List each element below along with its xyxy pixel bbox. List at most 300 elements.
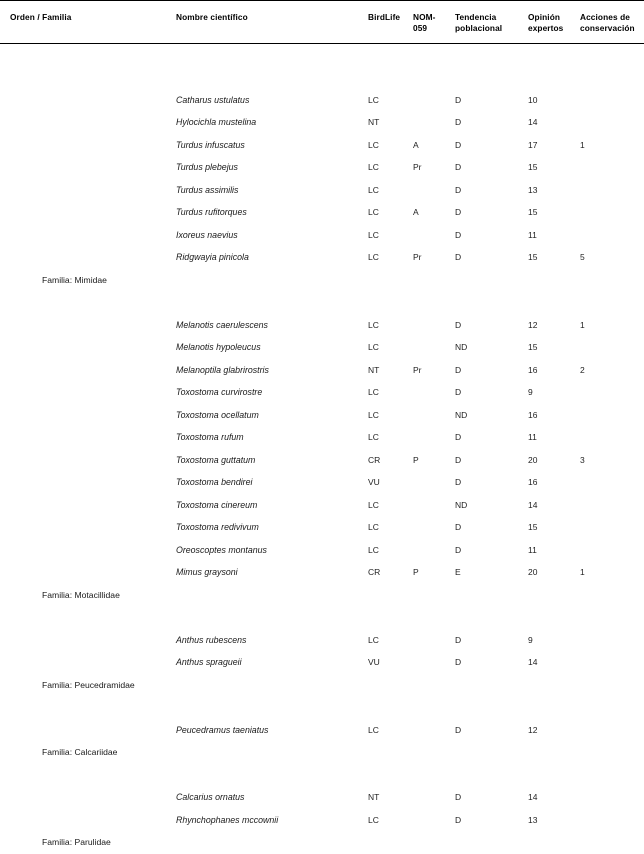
scientific-name: Ridgwayia pinicola bbox=[176, 252, 249, 262]
expert-opinion-cell bbox=[528, 426, 580, 449]
population-trend-value: D bbox=[455, 117, 462, 127]
header-bottom-spacer bbox=[0, 34, 644, 44]
table-row bbox=[0, 449, 644, 472]
orden-familia-cell bbox=[0, 786, 168, 809]
nom059-status-cell bbox=[413, 201, 455, 224]
population-trend-value: ND bbox=[455, 409, 468, 420]
table-row bbox=[0, 786, 644, 809]
scientific-name-cell bbox=[168, 89, 368, 112]
scientific-name-cell bbox=[168, 314, 368, 337]
header-top-spacer bbox=[0, 1, 644, 12]
column-header-tendencia-line1: Tendencia bbox=[455, 12, 497, 22]
expert-opinion-value: 14 bbox=[528, 792, 538, 802]
family-label: Familia: Calcariidae bbox=[42, 747, 118, 757]
orden-familia-cell bbox=[0, 89, 168, 112]
scientific-name: Anthus rubescens bbox=[176, 634, 247, 645]
scientific-name: Melanoptila glabrirostris bbox=[176, 364, 269, 375]
population-trend-cell bbox=[455, 404, 528, 427]
orden-familia-cell bbox=[0, 809, 168, 832]
birdlife-status-cell bbox=[368, 494, 413, 517]
orden-familia-cell bbox=[0, 336, 168, 359]
population-trend-value: D bbox=[455, 792, 462, 802]
scientific-name: Toxostoma rufum bbox=[176, 432, 244, 442]
expert-opinion-value: 16 bbox=[528, 477, 538, 487]
expert-opinion-cell bbox=[528, 179, 580, 202]
empty-cell bbox=[528, 584, 580, 607]
birdlife-status-cell bbox=[368, 561, 413, 584]
expert-opinion-cell bbox=[528, 719, 580, 742]
expert-opinion-cell bbox=[528, 494, 580, 517]
table-spacer-cell bbox=[0, 66, 644, 89]
expert-opinion-cell bbox=[528, 651, 580, 674]
conservation-actions-cell bbox=[580, 89, 644, 112]
family-label: Familia: Mimidae bbox=[42, 274, 107, 285]
table-row bbox=[0, 809, 644, 832]
expert-opinion-cell bbox=[528, 314, 580, 337]
empty-cell bbox=[455, 674, 528, 697]
population-trend-cell bbox=[455, 629, 528, 652]
conservation-actions-cell bbox=[580, 246, 644, 269]
scientific-name-cell bbox=[168, 134, 368, 157]
population-trend-cell bbox=[455, 471, 528, 494]
population-trend-cell bbox=[455, 809, 528, 832]
scientific-name-cell bbox=[168, 111, 368, 134]
population-trend-cell bbox=[455, 651, 528, 674]
conservation-actions-value: 3 bbox=[580, 454, 585, 465]
orden-familia-cell bbox=[0, 516, 168, 539]
expert-opinion-value: 12 bbox=[528, 319, 538, 330]
scientific-name: Peucedramus taeniatus bbox=[176, 724, 269, 735]
scientific-name: Oreoscoptes montanus bbox=[176, 544, 267, 555]
empty-cell bbox=[168, 741, 368, 764]
nom059-status-cell bbox=[413, 359, 455, 382]
population-trend-value: D bbox=[455, 252, 462, 262]
expert-opinion-cell bbox=[528, 89, 580, 112]
population-trend-cell bbox=[455, 516, 528, 539]
orden-familia-cell bbox=[0, 201, 168, 224]
population-trend-value: D bbox=[455, 229, 462, 240]
expert-opinion-cell bbox=[528, 134, 580, 157]
scientific-name-cell bbox=[168, 336, 368, 359]
population-trend-value: D bbox=[455, 432, 462, 442]
conservation-actions-cell bbox=[580, 471, 644, 494]
conservation-actions-value: 1 bbox=[580, 567, 585, 577]
empty-cell bbox=[580, 269, 644, 292]
table-spacer-cell bbox=[0, 606, 644, 629]
family-group-row bbox=[0, 584, 644, 607]
population-trend-cell bbox=[455, 449, 528, 472]
conservation-actions-cell bbox=[580, 516, 644, 539]
empty-cell bbox=[368, 831, 413, 854]
conservation-actions-cell bbox=[580, 449, 644, 472]
birdlife-status-value: LC bbox=[368, 544, 379, 555]
scientific-name: Ixoreus naevius bbox=[176, 229, 238, 240]
scientific-name-cell bbox=[168, 381, 368, 404]
expert-opinion-value: 16 bbox=[528, 364, 538, 375]
scientific-name: Toxostoma ocellatum bbox=[176, 409, 259, 420]
empty-cell bbox=[580, 674, 644, 697]
scientific-name-cell bbox=[168, 651, 368, 674]
conservation-actions-cell bbox=[580, 561, 644, 584]
family-label: Familia: Parulidae bbox=[42, 837, 111, 847]
family-group-row bbox=[0, 831, 644, 854]
table-spacer-row bbox=[0, 291, 644, 314]
birdlife-status-cell bbox=[368, 224, 413, 247]
expert-opinion-value: 14 bbox=[528, 499, 538, 510]
nom059-status-cell bbox=[413, 89, 455, 112]
birdlife-status-value: LC bbox=[368, 252, 379, 262]
column-header-tendencia-line2: poblacional bbox=[455, 23, 503, 33]
column-header-nombre-cientifico: Nombre científico bbox=[176, 12, 248, 22]
scientific-name-cell bbox=[168, 809, 368, 832]
population-trend-value: E bbox=[455, 567, 461, 577]
expert-opinion-cell bbox=[528, 516, 580, 539]
population-trend-cell bbox=[455, 561, 528, 584]
table-row bbox=[0, 629, 644, 652]
population-trend-value: D bbox=[455, 139, 462, 150]
orden-familia-cell bbox=[0, 449, 168, 472]
expert-opinion-value: 15 bbox=[528, 252, 538, 262]
orden-familia-cell bbox=[0, 561, 168, 584]
nom059-status-cell bbox=[413, 314, 455, 337]
empty-cell bbox=[455, 269, 528, 292]
birdlife-status-cell bbox=[368, 246, 413, 269]
birdlife-status-cell bbox=[368, 539, 413, 562]
table-row bbox=[0, 179, 644, 202]
conservation-actions-cell bbox=[580, 381, 644, 404]
birdlife-status-cell bbox=[368, 381, 413, 404]
expert-opinion-cell bbox=[528, 786, 580, 809]
birdlife-status-value: LC bbox=[368, 409, 379, 420]
birdlife-status-cell bbox=[368, 156, 413, 179]
birdlife-status-value: LC bbox=[368, 139, 379, 150]
scientific-name: Hylocichla mustelina bbox=[176, 117, 257, 127]
empty-cell bbox=[168, 584, 368, 607]
scientific-name-cell bbox=[168, 516, 368, 539]
conservation-actions-cell bbox=[580, 719, 644, 742]
family-label: Familia: Motacillidae bbox=[42, 589, 120, 600]
orden-familia-cell bbox=[0, 179, 168, 202]
scientific-name: Catharus ustulatus bbox=[176, 94, 250, 105]
conservation-actions-value: 1 bbox=[580, 319, 585, 330]
empty-cell bbox=[528, 269, 580, 292]
nom059-status-cell bbox=[413, 629, 455, 652]
population-trend-value: D bbox=[455, 634, 462, 645]
family-label: Familia: Peucedramidae bbox=[42, 679, 135, 690]
birdlife-status-value: LC bbox=[368, 184, 379, 195]
scientific-name: Turdus assimilis bbox=[176, 184, 239, 195]
column-header-acciones-conservacion bbox=[580, 12, 644, 34]
population-trend-value: D bbox=[455, 364, 462, 375]
empty-cell bbox=[580, 584, 644, 607]
population-trend-value: D bbox=[455, 94, 462, 105]
table-row bbox=[0, 516, 644, 539]
nom059-status-cell bbox=[413, 471, 455, 494]
table-spacer-cell bbox=[0, 696, 644, 719]
expert-opinion-value: 12 bbox=[528, 724, 538, 735]
table-row bbox=[0, 224, 644, 247]
birdlife-status-value: LC bbox=[368, 814, 379, 825]
conservation-actions-cell bbox=[580, 111, 644, 134]
scientific-name-cell bbox=[168, 786, 368, 809]
empty-cell bbox=[368, 741, 413, 764]
table-spacer-row bbox=[0, 606, 644, 629]
conservation-actions-cell bbox=[580, 786, 644, 809]
scientific-name-cell bbox=[168, 156, 368, 179]
birdlife-status-cell bbox=[368, 111, 413, 134]
nom059-status-value: A bbox=[413, 207, 419, 217]
orden-familia-cell bbox=[0, 111, 168, 134]
expert-opinion-value: 20 bbox=[528, 454, 538, 465]
population-trend-cell bbox=[455, 539, 528, 562]
conservation-actions-cell bbox=[580, 201, 644, 224]
table-row bbox=[0, 201, 644, 224]
scientific-name-cell bbox=[168, 246, 368, 269]
birdlife-status-value: LC bbox=[368, 162, 379, 172]
scientific-name: Toxostoma redivivum bbox=[176, 522, 259, 532]
birdlife-status-cell bbox=[368, 404, 413, 427]
scientific-name: Toxostoma cinereum bbox=[176, 499, 258, 510]
birdlife-status-cell bbox=[368, 471, 413, 494]
birdlife-status-value: LC bbox=[368, 634, 379, 645]
scientific-name-cell bbox=[168, 449, 368, 472]
population-trend-cell bbox=[455, 336, 528, 359]
family-group-row bbox=[0, 674, 644, 697]
birdlife-status-cell bbox=[368, 314, 413, 337]
column-header-nom-059 bbox=[413, 12, 455, 34]
expert-opinion-value: 9 bbox=[528, 634, 533, 645]
orden-familia-cell bbox=[0, 156, 168, 179]
column-header-orden-familia: Orden / Familia bbox=[10, 12, 72, 22]
empty-cell bbox=[168, 831, 368, 854]
conservation-actions-cell bbox=[580, 359, 644, 382]
orden-familia-cell bbox=[0, 539, 168, 562]
population-trend-cell bbox=[455, 201, 528, 224]
birdlife-status-cell bbox=[368, 786, 413, 809]
empty-cell bbox=[413, 269, 455, 292]
scientific-name-cell bbox=[168, 359, 368, 382]
conservation-actions-cell bbox=[580, 629, 644, 652]
expert-opinion-cell bbox=[528, 539, 580, 562]
population-trend-cell bbox=[455, 786, 528, 809]
population-trend-value: D bbox=[455, 814, 462, 825]
expert-opinion-cell bbox=[528, 471, 580, 494]
birdlife-status-value: VU bbox=[368, 657, 380, 667]
nom059-status-cell bbox=[413, 404, 455, 427]
population-trend-cell bbox=[455, 156, 528, 179]
conservation-actions-value: 1 bbox=[580, 139, 585, 150]
table-row bbox=[0, 336, 644, 359]
birdlife-status-cell bbox=[368, 629, 413, 652]
column-header-birdlife: BirdLife bbox=[368, 12, 401, 22]
scientific-name-cell bbox=[168, 179, 368, 202]
column-header-opinion-line1: Opinión bbox=[528, 12, 561, 22]
table-header bbox=[0, 1, 644, 67]
table-row bbox=[0, 471, 644, 494]
nom059-status-cell bbox=[413, 516, 455, 539]
table-row bbox=[0, 314, 644, 337]
birdlife-status-value: LC bbox=[368, 94, 379, 105]
orden-familia-cell bbox=[0, 494, 168, 517]
scientific-name-cell bbox=[168, 201, 368, 224]
population-trend-value: D bbox=[455, 319, 462, 330]
population-trend-cell bbox=[455, 359, 528, 382]
empty-cell bbox=[368, 584, 413, 607]
empty-cell bbox=[168, 269, 368, 292]
orden-familia-cell bbox=[0, 134, 168, 157]
birdlife-status-cell bbox=[368, 89, 413, 112]
conservation-actions-cell bbox=[580, 404, 644, 427]
empty-cell bbox=[528, 674, 580, 697]
population-trend-value: ND bbox=[455, 342, 468, 352]
expert-opinion-cell bbox=[528, 336, 580, 359]
population-trend-cell bbox=[455, 224, 528, 247]
nom059-status-cell bbox=[413, 539, 455, 562]
population-trend-value: D bbox=[455, 477, 462, 487]
scientific-name-cell bbox=[168, 404, 368, 427]
orden-familia-cell bbox=[0, 471, 168, 494]
scientific-name-cell bbox=[168, 426, 368, 449]
scientific-name: Melanotis caerulescens bbox=[176, 319, 268, 330]
nom059-status-cell bbox=[413, 336, 455, 359]
orden-familia-cell bbox=[0, 246, 168, 269]
population-trend-value: ND bbox=[455, 499, 468, 510]
header-body-gap bbox=[0, 44, 644, 66]
expert-opinion-cell bbox=[528, 201, 580, 224]
scientific-name: Melanotis hypoleucus bbox=[176, 342, 261, 352]
orden-familia-cell bbox=[0, 651, 168, 674]
expert-opinion-value: 16 bbox=[528, 409, 538, 420]
nom059-status-cell bbox=[413, 786, 455, 809]
birdlife-status-value: NT bbox=[368, 792, 380, 802]
scientific-name-cell bbox=[168, 471, 368, 494]
table-spacer-row bbox=[0, 696, 644, 719]
orden-familia-cell bbox=[0, 381, 168, 404]
birdlife-status-value: LC bbox=[368, 387, 379, 397]
empty-cell bbox=[580, 741, 644, 764]
column-header-tendencia-poblacional bbox=[455, 12, 528, 34]
population-trend-cell bbox=[455, 314, 528, 337]
table-row bbox=[0, 156, 644, 179]
nom059-status-cell bbox=[413, 561, 455, 584]
expert-opinion-value: 13 bbox=[528, 814, 538, 825]
birdlife-status-value: LC bbox=[368, 499, 379, 510]
empty-cell bbox=[455, 831, 528, 854]
nom059-status-cell bbox=[413, 156, 455, 179]
birdlife-status-value: LC bbox=[368, 522, 379, 532]
scientific-name: Turdus infuscatus bbox=[176, 139, 245, 150]
nom059-status-cell bbox=[413, 494, 455, 517]
expert-opinion-value: 14 bbox=[528, 117, 538, 127]
orden-familia-cell bbox=[0, 224, 168, 247]
empty-cell bbox=[168, 674, 368, 697]
birdlife-status-cell bbox=[368, 201, 413, 224]
scientific-name-cell bbox=[168, 539, 368, 562]
population-trend-cell bbox=[455, 111, 528, 134]
scientific-name: Toxostoma guttatum bbox=[176, 454, 256, 465]
scientific-name-cell bbox=[168, 629, 368, 652]
birdlife-status-cell bbox=[368, 809, 413, 832]
expert-opinion-cell bbox=[528, 111, 580, 134]
table-row bbox=[0, 561, 644, 584]
table-row bbox=[0, 494, 644, 517]
scientific-name-cell bbox=[168, 561, 368, 584]
population-trend-value: D bbox=[455, 522, 462, 532]
empty-cell bbox=[413, 831, 455, 854]
scientific-name: Turdus rufitorques bbox=[176, 207, 247, 217]
birdlife-status-cell bbox=[368, 134, 413, 157]
column-header-acciones-line2: conservación bbox=[580, 23, 635, 33]
table-spacer-cell bbox=[0, 764, 644, 787]
conservation-actions-cell bbox=[580, 156, 644, 179]
table-spacer-cell bbox=[0, 291, 644, 314]
expert-opinion-value: 11 bbox=[528, 229, 537, 240]
expert-opinion-value: 11 bbox=[528, 544, 537, 555]
scientific-name: Calcarius ornatus bbox=[176, 792, 245, 802]
conservation-actions-value: 5 bbox=[580, 252, 585, 262]
population-trend-cell bbox=[455, 246, 528, 269]
expert-opinion-value: 15 bbox=[528, 522, 538, 532]
conservation-actions-cell bbox=[580, 539, 644, 562]
expert-opinion-value: 17 bbox=[528, 139, 538, 150]
population-trend-cell bbox=[455, 494, 528, 517]
conservation-actions-cell bbox=[580, 224, 644, 247]
population-trend-cell bbox=[455, 719, 528, 742]
expert-opinion-cell bbox=[528, 246, 580, 269]
birdlife-status-cell bbox=[368, 336, 413, 359]
birdlife-status-value: LC bbox=[368, 342, 379, 352]
nom059-status-cell bbox=[413, 224, 455, 247]
table-row bbox=[0, 111, 644, 134]
expert-opinion-cell bbox=[528, 449, 580, 472]
nom059-status-value: A bbox=[413, 139, 419, 150]
expert-opinion-value: 13 bbox=[528, 184, 538, 195]
population-trend-value: D bbox=[455, 184, 462, 195]
birdlife-status-value: NT bbox=[368, 364, 380, 375]
expert-opinion-value: 10 bbox=[528, 94, 538, 105]
scientific-name: Toxostoma bendirei bbox=[176, 477, 253, 487]
table-row bbox=[0, 539, 644, 562]
expert-opinion-value: 15 bbox=[528, 207, 538, 217]
empty-cell bbox=[455, 741, 528, 764]
population-trend-cell bbox=[455, 179, 528, 202]
birdlife-status-value: CR bbox=[368, 454, 381, 465]
table-spacer-row bbox=[0, 66, 644, 89]
table-row bbox=[0, 651, 644, 674]
birdlife-status-cell bbox=[368, 516, 413, 539]
table-row bbox=[0, 246, 644, 269]
conservation-actions-cell bbox=[580, 134, 644, 157]
conservation-actions-cell bbox=[580, 809, 644, 832]
nom059-status-cell bbox=[413, 651, 455, 674]
orden-familia-cell bbox=[0, 359, 168, 382]
birdlife-status-value: LC bbox=[368, 724, 379, 735]
expert-opinion-value: 9 bbox=[528, 387, 533, 397]
scientific-name: Mimus graysoni bbox=[176, 567, 238, 577]
expert-opinion-cell bbox=[528, 359, 580, 382]
scientific-name-cell bbox=[168, 494, 368, 517]
population-trend-value: D bbox=[455, 387, 462, 397]
population-trend-value: D bbox=[455, 454, 462, 465]
expert-opinion-cell bbox=[528, 224, 580, 247]
column-header-opinion-line2: expertos bbox=[528, 23, 564, 33]
table-row bbox=[0, 404, 644, 427]
table-row bbox=[0, 359, 644, 382]
expert-opinion-cell bbox=[528, 381, 580, 404]
birdlife-status-value: LC bbox=[368, 207, 379, 217]
expert-opinion-cell bbox=[528, 629, 580, 652]
column-header-nom-059-line2: 059 bbox=[413, 23, 428, 33]
